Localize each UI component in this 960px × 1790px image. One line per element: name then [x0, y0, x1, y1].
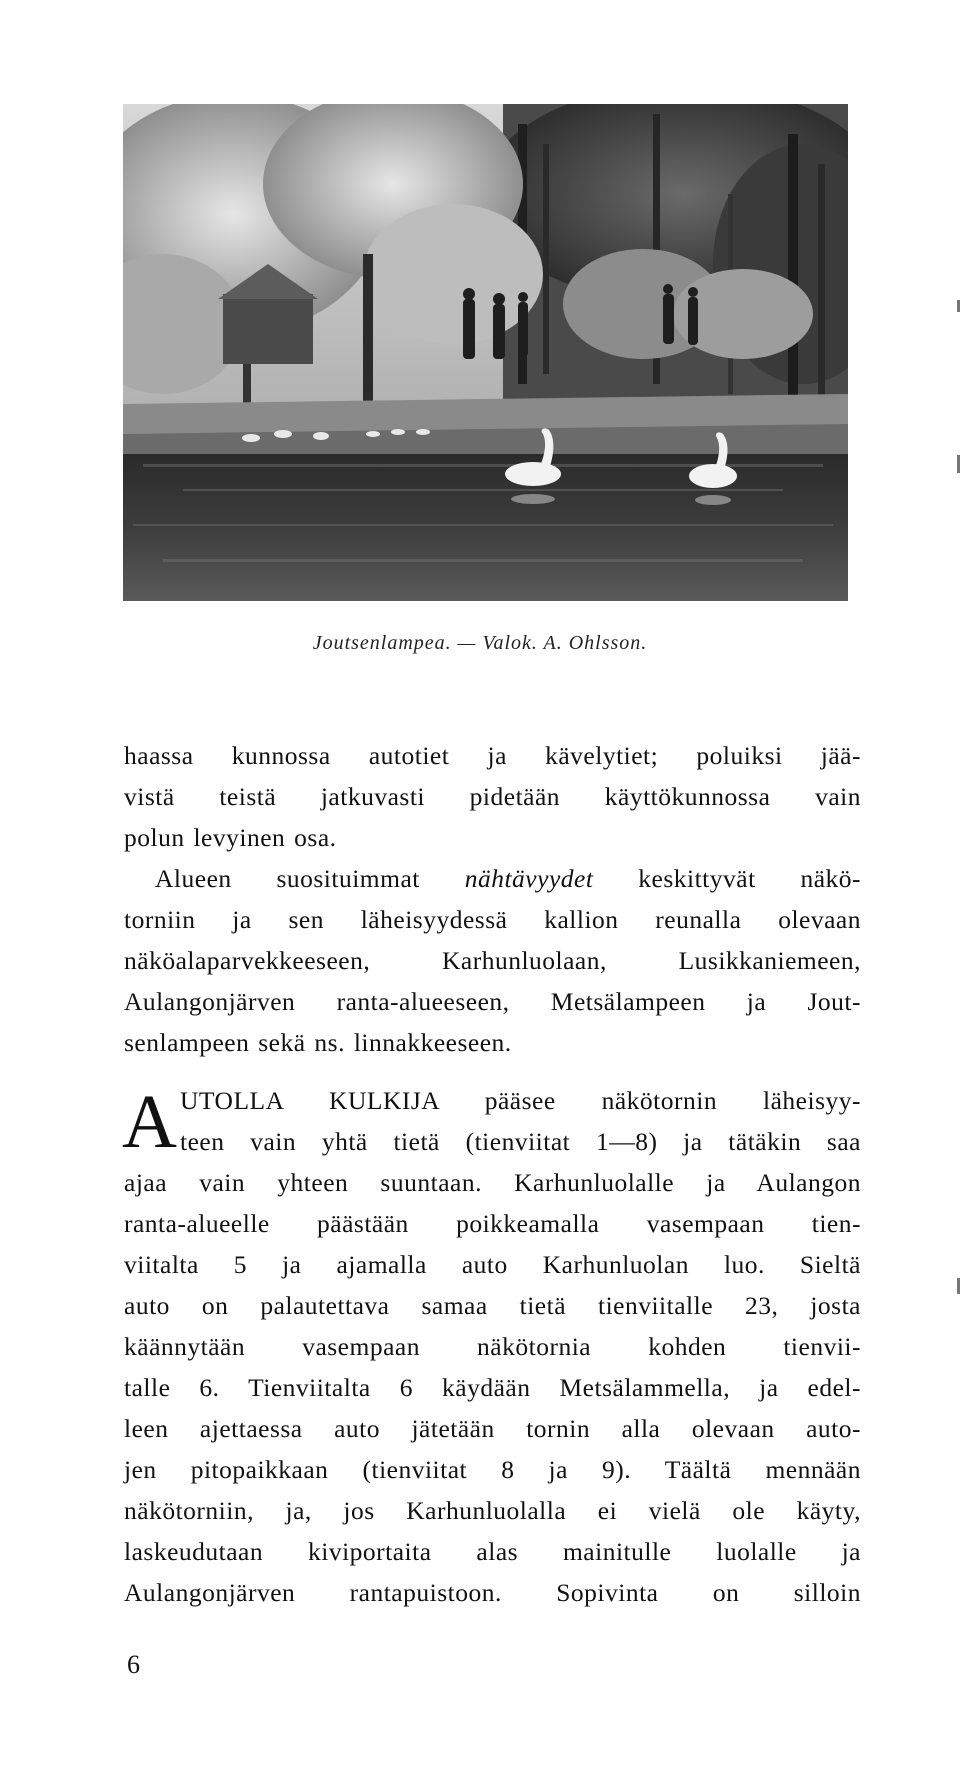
text-line: ranta-alueelle päästään poikkeamalla vasempaan tien- — [124, 1209, 861, 1238]
text-line: käännytään vasempaan näkötornia kohden tienvii- — [124, 1332, 861, 1361]
text-line: vistä teistä jatkuvasti pidetään käyttökunnossa vain — [124, 782, 861, 811]
text-line: jen pitopaikkaan (tienviitat 8 ja 9). Täältä mennään — [124, 1455, 861, 1484]
swan-lake-image — [123, 104, 848, 601]
emphasized-word: nähtävyydet — [464, 864, 594, 893]
text-segment: keskittyvät näkö- — [638, 864, 862, 893]
text-line: torniin ja sen läheisyydessä kallion reunalla olevaan — [124, 905, 861, 934]
text-line: UTOLLA KULKIJA pääsee näkötornin läheisyy- — [180, 1086, 861, 1115]
text-line: näköalaparvekkeeseen, Karhunluolaan, Lusikkaniemeen, — [124, 946, 861, 975]
paragraph-3 — [124, 1080, 861, 1613]
text-segment: Alueen suosituimmat — [155, 864, 420, 893]
text-line: auto on palautettava samaa tietä tienviitalle 23, josta — [124, 1291, 861, 1320]
text-line: haassa kunnossa autotiet ja kävelytiet; poluiksi jää- — [124, 741, 861, 770]
text-line: polun levyinen osa. — [124, 823, 337, 852]
text-line: leen ajettaessa auto jätetään tornin alla olevaan auto- — [124, 1414, 861, 1443]
paragraph-1 — [124, 735, 861, 858]
text-line: Aulangonjärven rantapuistoon. Sopivinta on silloin — [124, 1578, 861, 1607]
text-line: laskeudutaan kiviportaita alas mainitulle luolalle ja — [124, 1537, 861, 1566]
paragraph-2 — [124, 858, 861, 1063]
drop-cap: A — [122, 1080, 177, 1164]
text-line: teen vain yhtä tietä (tienviitat 1—8) ja tätäkin saa — [180, 1127, 861, 1156]
text-line: näkötorniin, ja, jos Karhunluolalla ei vielä ole käyty, — [124, 1496, 861, 1525]
lake-photograph — [123, 104, 848, 601]
text-line: ajaa vain yhteen suuntaan. Karhunluolalle ja Aulangon — [124, 1168, 861, 1197]
text-line: talle 6. Tienviitalta 6 käydään Metsälammella, ja edel- — [124, 1373, 861, 1402]
photo-caption: Joutsenlampea. — Valok. A. Ohlsson. — [312, 632, 648, 654]
page-number: 6 — [127, 1650, 140, 1679]
body-text — [124, 735, 861, 1613]
text-line: senlampeen sekä ns. linnakkeeseen. — [124, 1028, 512, 1057]
text-line: viitalta 5 ja ajamalla auto Karhunluolan luo. Sieltä — [124, 1250, 861, 1279]
text-line: Aulangonjärven ranta-alueeseen, Metsälampeen ja Jout- — [124, 987, 861, 1016]
text-line — [124, 858, 861, 899]
